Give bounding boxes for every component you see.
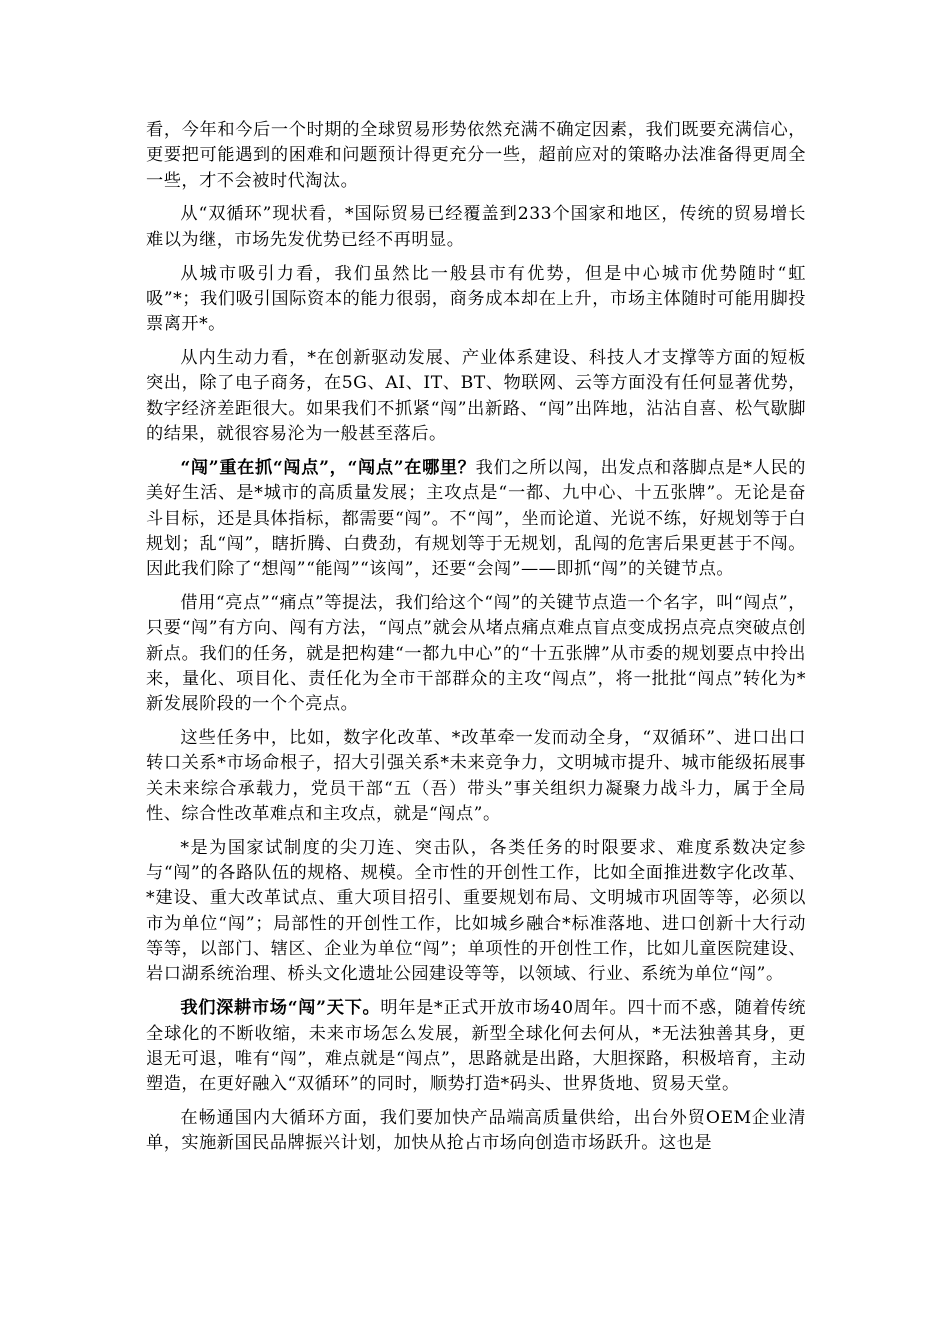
paragraph-8 [146, 836, 806, 988]
paragraph-text: 从“双循环”现状看，*国际贸易已经覆盖到233个国家和地区，传统的贸易增长难以为继，市场先发优势已经不再明显。 [146, 204, 806, 250]
paragraph-lead: 我们深耕市场“闯”天下。 [180, 998, 381, 1019]
paragraph-lead: “闯”重在抓“闯点”，“闯点”在哪里？ [180, 457, 476, 478]
paragraph-5 [146, 456, 806, 582]
paragraph-text: *是为国家试制度的尖刀连、突击队，各类任务的时限要求、难度系数决定参与“闯”的各路队伍的规格、规模。全市性的开创性工作，比如全面推进数字化改革、*建设、重大改革试点、重大项目招引、重要规划布局、文明城市巩固等等，必须以市为单位“闯”；局部性的开创性工作，比如城乡融合*标准落地、进口创新十大行动等等，以部门、辖区、企业为单位“闯”；单项性的开创性工作，比如儿童医院建设、岩口湖系统治理、桥头文化遗址公园建设等等，以领域、行业、系统为单位“闯”。 [146, 837, 806, 985]
paragraph-text: 在畅通国内大循环方面，我们要加快产品端高质量供给，出台外贸OEM企业清单，实施新国民品牌振兴计划，加快从抢占市场向创造市场跃升。这也是 [146, 1108, 806, 1154]
paragraph-text: 我们之所以闯，出发点和落脚点是*人民的美好生活、是*城市的高质量发展；主攻点是“一都、九中心、十五张牌”。无论是奋斗目标，还是具体指标，都需要“闯”。不“闯”，坐而论道、光说不练，好规划等于白规划；乱“闯”，瞎折腾、白费劲，有规划等于无规划，乱闯的危害后果更甚于不闯。因此我们除了“想闯”“能闯”“该闯”，还要“会闯”——即抓“闯”的关键节点。 [146, 457, 806, 580]
paragraph-6 [146, 591, 806, 717]
paragraph-7 [146, 726, 806, 827]
paragraph-text: 从内生动力看，*在创新驱动发展、产业体系建设、科技人才支撑等方面的短板突出，除了电子商务，在5G、AI、IT、BT、物联网、云等方面没有任何显著优势，数字经济差距很大。如果我们不抓紧“闯”出新路、“闯”出阵地，沾沾自喜、松气歇脚的结果，就很容易沦为一般甚至落后。 [146, 348, 806, 445]
paragraph-text: 明年是*正式开放市场40周年。四十而不惑，随着传统全球化的不断收缩，未来市场怎么发展，新型全球化何去何从，*无法独善其身，更退无可退，唯有“闯”，难点就是“闯点”，思路就是出路，大胆探路，积极培育，主动塑造，在更好融入“双循环”的同时，顺势打造*码头、世界货地、贸易天堂。 [146, 998, 806, 1095]
paragraph-2 [146, 202, 806, 253]
paragraph-1 [146, 118, 806, 194]
paragraph-text: 这些任务中，比如，数字化改革、*改革牵一发而动全身，“双循环”、进口出口转口关系*市场命根子，招大引强关系*未来竞争力，文明城市提升、城市能级拓展事关未来综合承载力，党员干部“五（吾）带头”事关组织力凝聚力战斗力，属于全局性、综合性改革难点和主攻点，就是“闯点”。 [146, 728, 806, 824]
paragraph-3 [146, 262, 806, 338]
paragraph-9 [146, 996, 806, 1097]
paragraph-text: 看，今年和今后一个时期的全球贸易形势依然充满不确定因素，我们既要充满信心，更要把可能遇到的困难和问题预计得更充分一些，超前应对的策略办法准备得更周全一些，才不会被时代淘汰。 [146, 120, 806, 191]
paragraph-10 [146, 1106, 806, 1157]
paragraph-text: 借用“亮点”“痛点”等提法，我们给这个“闯”的关键节点造一个名字，叫“闯点”，只要“闯”有方向、闯有方法，“闯点”就会从堵点痛点难点盲点变成拐点亮点突破点创新点。我们的任务，就是把构建“一都九中心”的“十五张牌”从市委的规划要点中拎出来，量化、项目化、责任化为全市干部群众的主攻“闯点”，将一批批“闯点”转化为*新发展阶段的一个个亮点。 [146, 593, 806, 715]
paragraph-text: 从城市吸引力看，我们虽然比一般县市有优势，但是中心城市优势随时“虹吸”*；我们吸引国际资本的能力很弱，商务成本却在上升，市场主体随时可能用脚投票离开*。 [146, 263, 806, 335]
paragraph-4 [146, 346, 806, 447]
document-body [146, 118, 806, 1165]
